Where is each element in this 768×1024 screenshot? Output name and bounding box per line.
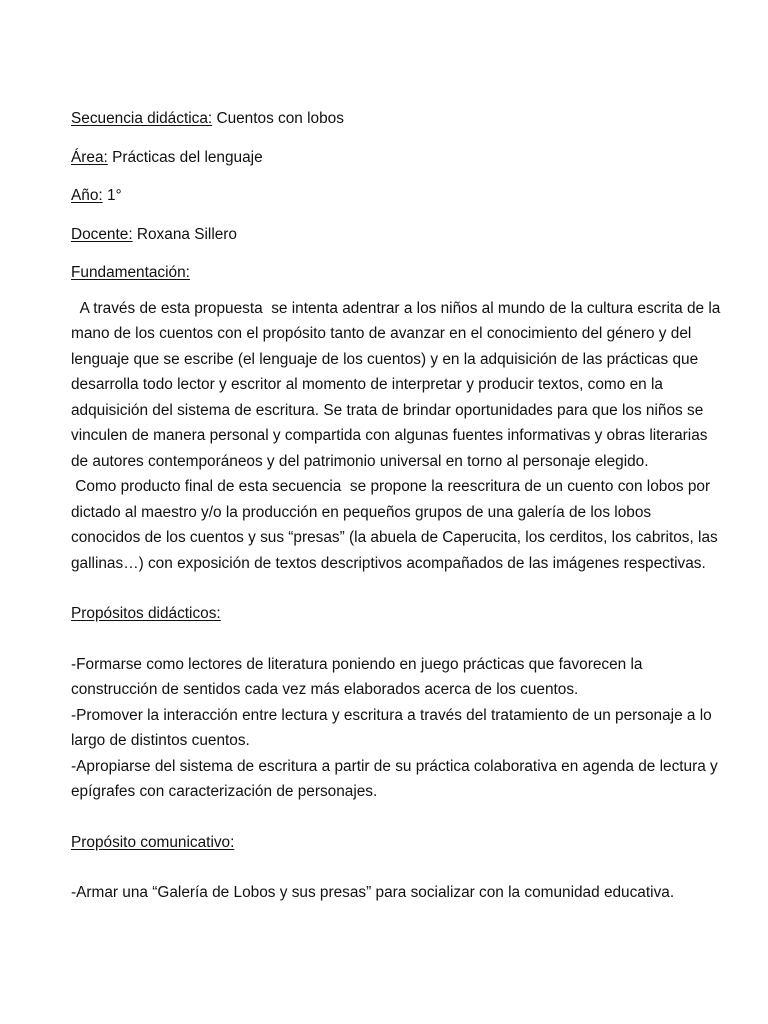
section-heading: Fundamentación:	[71, 264, 190, 281]
comunicativo-item-1: -Armar una “Galería de Lobos y sus presas” para socializar con la comunidad educativa.	[71, 884, 675, 901]
field-secuencia	[71, 106, 721, 132]
spacer	[71, 576, 721, 601]
proposito-item-2: -Promover la interacción entre lectura y escritura a través del tratamiento de un personaje a lo largo de distintos cuentos.	[71, 706, 712, 749]
field-docente	[71, 222, 721, 248]
field-value: Cuentos con lobos	[212, 110, 344, 127]
field-value: 1°	[102, 187, 122, 204]
heading-propositos-didacticos	[71, 601, 721, 627]
field-value: Roxana Sillero	[132, 225, 237, 243]
field-value: Prácticas del lenguaje	[107, 148, 263, 166]
section-heading: Propósito comunicativo:	[71, 833, 235, 851]
field-area	[71, 145, 721, 171]
field-label: Docente:	[71, 225, 133, 243]
proposito-item-1: -Formarse como lectores de literatura poniendo en juego prácticas que favorecen la construcción de sentidos cada vez más elaborados acerca de los cuentos.	[71, 655, 643, 698]
section-heading: Propósitos didácticos:	[71, 605, 221, 622]
field-label: Año:	[71, 187, 103, 204]
fundamentacion-paragraph-2: Como producto final de esta secuencia se propone la reescritura de un cuento con lobos por dictado al maestro y/o la producción en pequeños grupos de una galería de los lobos conocidos de los cuentos y sus “presas” (la abuela de Caperucita, los cerditos, los cabritos, las gallinas…) con exposición de textos descriptivos acompañados de las imágenes respectivas.	[71, 478, 723, 572]
document-page	[71, 106, 725, 906]
field-anio	[71, 183, 721, 209]
fundamentacion-paragraph-1: A través de esta propuesta se intenta adentrar a los niños al mundo de la cultura escrita de la mano de los cuentos con el propósito tanto de avanzar en el conocimiento del género y del lenguaje que se escribe (el lenguaje de los cuentos) y en la adquisición de las prácticas que desarrolla todo lector y escritor al momento de interpretar y producir textos, como en la adquisición del sistema de escritura. Se trata de brindar oportunidades para que los niños se vinculen de manera personal y compartida con algunas fuentes informativas y obras literarias de autores contemporáneos y del patrimonio universal en torno al personaje elegido.	[71, 299, 725, 470]
field-label: Secuencia didáctica:	[71, 110, 213, 127]
spacer	[71, 805, 721, 830]
heading-fundamentacion	[71, 260, 721, 286]
proposito-item-3: -Apropiarse del sistema de escritura a partir de su práctica colaborativa en agenda de lectura y epígrafes con caracterización de personajes.	[71, 757, 718, 800]
field-label: Área:	[71, 148, 108, 166]
spacer	[71, 855, 721, 880]
spacer	[71, 627, 721, 652]
heading-proposito-comunicativo	[71, 830, 721, 856]
